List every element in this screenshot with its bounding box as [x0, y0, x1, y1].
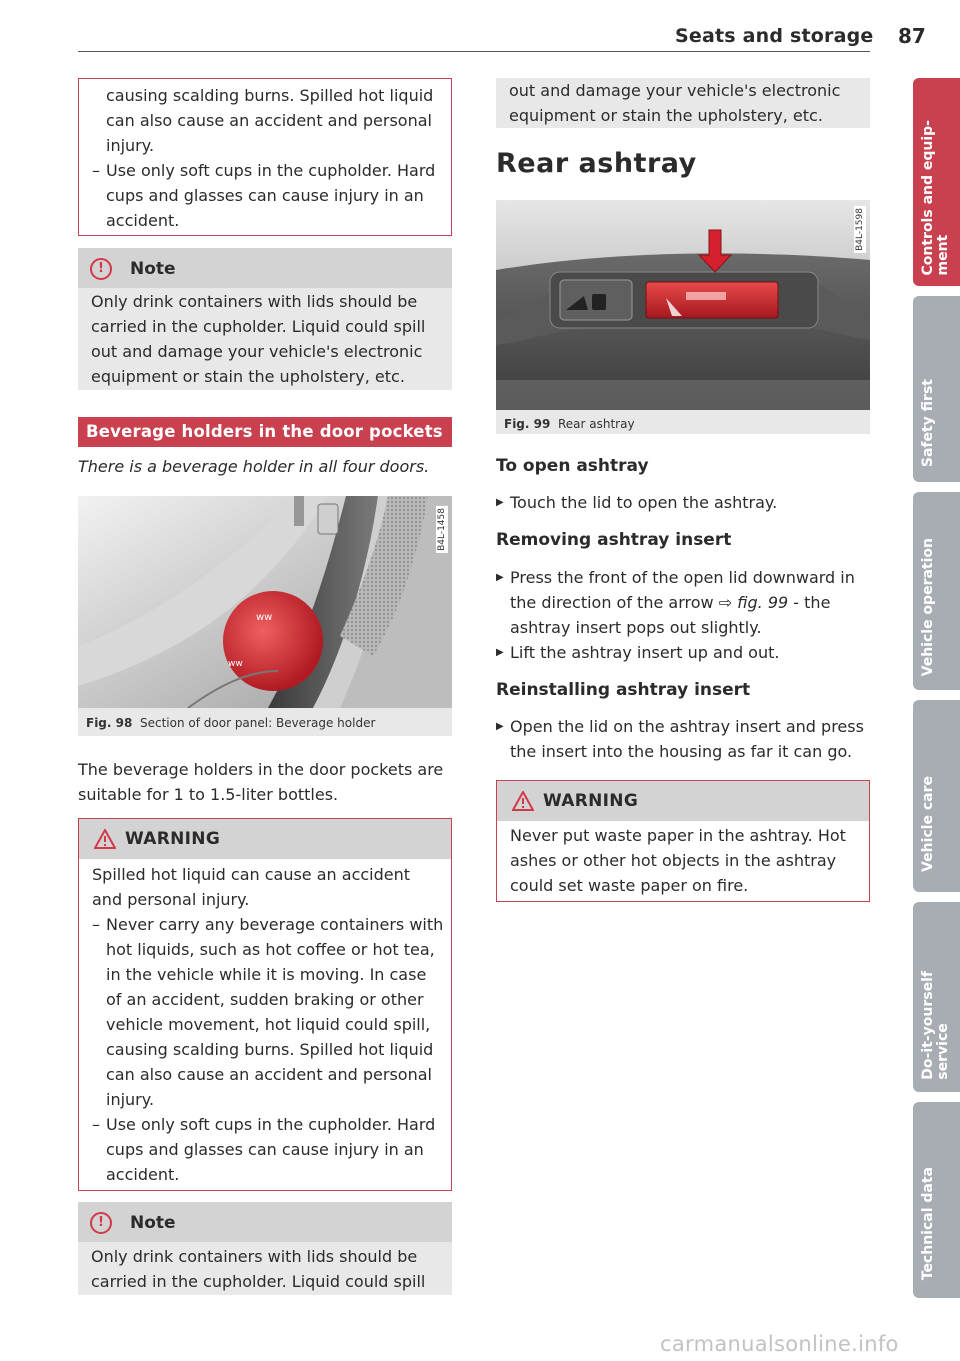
- figure-caption: Fig. 98 Section of door panel: Beverage holder: [86, 716, 376, 730]
- warning-triangle-icon: [94, 829, 116, 849]
- note-text-line: out and damage your vehicle's electronic: [91, 342, 423, 361]
- warning-text-line: accident.: [106, 211, 180, 230]
- rear-ashtray-illustration: [496, 200, 870, 410]
- warning-text-line: injury.: [106, 136, 155, 155]
- warning-text-line: hot liquids, such as hot coffee or hot tea,: [106, 940, 435, 959]
- figure-99: [496, 200, 870, 434]
- warning-dash-item: – Use only soft cups in the cupholder. Hard: [92, 1115, 436, 1134]
- note-text-line: equipment or stain the upholstery, etc.: [91, 367, 405, 386]
- warning-text-line: cups and glasses can cause injury in an: [106, 1140, 424, 1159]
- header-rule: [78, 51, 870, 52]
- warning-box: [496, 780, 870, 902]
- warning-text-line: vehicle movement, hot liquid could spill,: [106, 1015, 431, 1034]
- side-tab-safety-first[interactable]: Safety first: [913, 296, 960, 482]
- note-text-line: Only drink containers with lids should be: [91, 1247, 418, 1266]
- warning-text-line: cups and glasses can cause injury in an: [106, 186, 424, 205]
- body-text-line: suitable for 1 to 1.5-liter bottles.: [78, 785, 339, 804]
- triangle-bullet-icon: ▶: [496, 721, 504, 732]
- warning-text-line: ashes or other hot objects in the ashtray: [510, 851, 837, 870]
- note-text-line: Only drink containers with lids should be: [91, 292, 418, 311]
- section-subtitle: There is a beverage holder in all four doors.: [78, 457, 430, 476]
- warning-box-continued: [78, 78, 452, 236]
- page-header: [78, 0, 940, 60]
- figure-caption: Fig. 99 Rear ashtray: [504, 417, 635, 431]
- note-text-line: out and damage your vehicle's electronic: [509, 81, 841, 100]
- body-text-line: The beverage holders in the door pockets are: [78, 760, 444, 779]
- warning-text-line: can also cause an accident and personal: [106, 111, 432, 130]
- warning-text-line: injury.: [106, 1090, 155, 1109]
- exclamation-circle-icon: !: [90, 1212, 112, 1234]
- note-text-line: equipment or stain the upholstery, etc.: [509, 106, 823, 125]
- door-pocket-beverage-holder-illustration: [78, 496, 452, 708]
- warning-dash-item: – Use only soft cups in the cupholder. Hard: [92, 161, 436, 180]
- warning-text-line: and personal injury.: [92, 890, 250, 909]
- subheading-open-ashtray: To open ashtray: [496, 456, 649, 476]
- instruction-bullet: ▶ Touch the lid to open the ashtray.: [496, 490, 870, 515]
- warning-text-line: accident.: [106, 1165, 180, 1184]
- instruction-text-line: the insert into the housing as far it can go.: [510, 742, 853, 761]
- note-title: Note: [130, 259, 176, 279]
- triangle-bullet-icon: ▶: [496, 497, 504, 508]
- side-tab-do-it-yourself-service[interactable]: Do-it-yourself service: [913, 902, 960, 1092]
- warning-header: [79, 819, 451, 859]
- warning-box: [78, 818, 452, 1191]
- figure-98: [78, 496, 452, 736]
- warning-text-line: causing scalding burns. Spilled hot liquid: [106, 1040, 434, 1059]
- warning-text-line: could set waste paper on fire.: [510, 876, 749, 895]
- warning-triangle-icon: [512, 791, 534, 811]
- header-section-title: Seats and storage: [675, 25, 874, 47]
- svg-text:ww: ww: [228, 659, 243, 669]
- side-tab-controls-and-equipment[interactable]: Controls and equip- ment: [913, 78, 960, 286]
- warning-title: WARNING: [125, 829, 221, 849]
- note-header: [78, 1202, 452, 1242]
- figure-code: B4L-1458: [437, 508, 447, 551]
- chapter-side-tabs: [913, 0, 960, 1361]
- figure-reference-link[interactable]: ⇨ fig. 99: [718, 593, 789, 612]
- footer-watermark: carmanualsonline.info: [660, 1332, 899, 1356]
- triangle-bullet-icon: ▶: [496, 572, 504, 583]
- warning-text-line: in the vehicle while it is moving. In case: [106, 965, 427, 984]
- side-tab-technical-data[interactable]: Technical data: [913, 1102, 960, 1298]
- warning-text-line: Never put waste paper in the ashtray. Hot: [510, 826, 846, 845]
- subheading-removing-insert: Removing ashtray insert: [496, 530, 732, 550]
- note-header: [78, 248, 452, 288]
- instruction-bullet: ▶ Press the front of the open lid downward in: [496, 565, 870, 590]
- instruction-text-line: the direction of the arrow ⇨ fig. 99 - the: [510, 593, 831, 612]
- figure-code: B4L-1598: [855, 208, 865, 251]
- side-tab-vehicle-operation[interactable]: Vehicle operation: [913, 492, 960, 690]
- side-tab-vehicle-care[interactable]: Vehicle care: [913, 700, 960, 892]
- warning-text-line: of an accident, sudden braking or other: [106, 990, 424, 1009]
- note-text-line: carried in the cupholder. Liquid could spill: [91, 1272, 426, 1291]
- exclamation-circle-icon: !: [90, 258, 112, 280]
- note-box: [78, 248, 452, 390]
- warning-header: [497, 781, 869, 821]
- svg-text:ww: ww: [256, 612, 273, 623]
- instruction-text-line: ashtray insert pops out slightly.: [510, 618, 762, 637]
- warning-text-line: causing scalding burns. Spilled hot liquid: [106, 86, 434, 105]
- page-section-title: Rear ashtray: [496, 148, 697, 179]
- warning-text-line: Spilled hot liquid can cause an accident: [92, 865, 411, 884]
- note-text-line: carried in the cupholder. Liquid could spill: [91, 317, 426, 336]
- page-number: 87: [898, 24, 926, 48]
- note-box: [78, 1202, 452, 1295]
- warning-text-line: can also cause an accident and personal: [106, 1065, 432, 1084]
- note-title: Note: [130, 1213, 176, 1233]
- triangle-bullet-icon: ▶: [496, 647, 504, 658]
- note-box-continued: [496, 78, 870, 128]
- instruction-bullet: ▶ Open the lid on the ashtray insert and press: [496, 714, 870, 739]
- subheading-reinstalling-insert: Reinstalling ashtray insert: [496, 680, 751, 700]
- warning-dash-item: – Never carry any beverage containers with: [92, 915, 444, 934]
- section-heading-bar: Beverage holders in the door pockets: [78, 417, 452, 447]
- instruction-bullet: ▶ Lift the ashtray insert up and out.: [496, 640, 870, 665]
- warning-title: WARNING: [543, 791, 639, 811]
